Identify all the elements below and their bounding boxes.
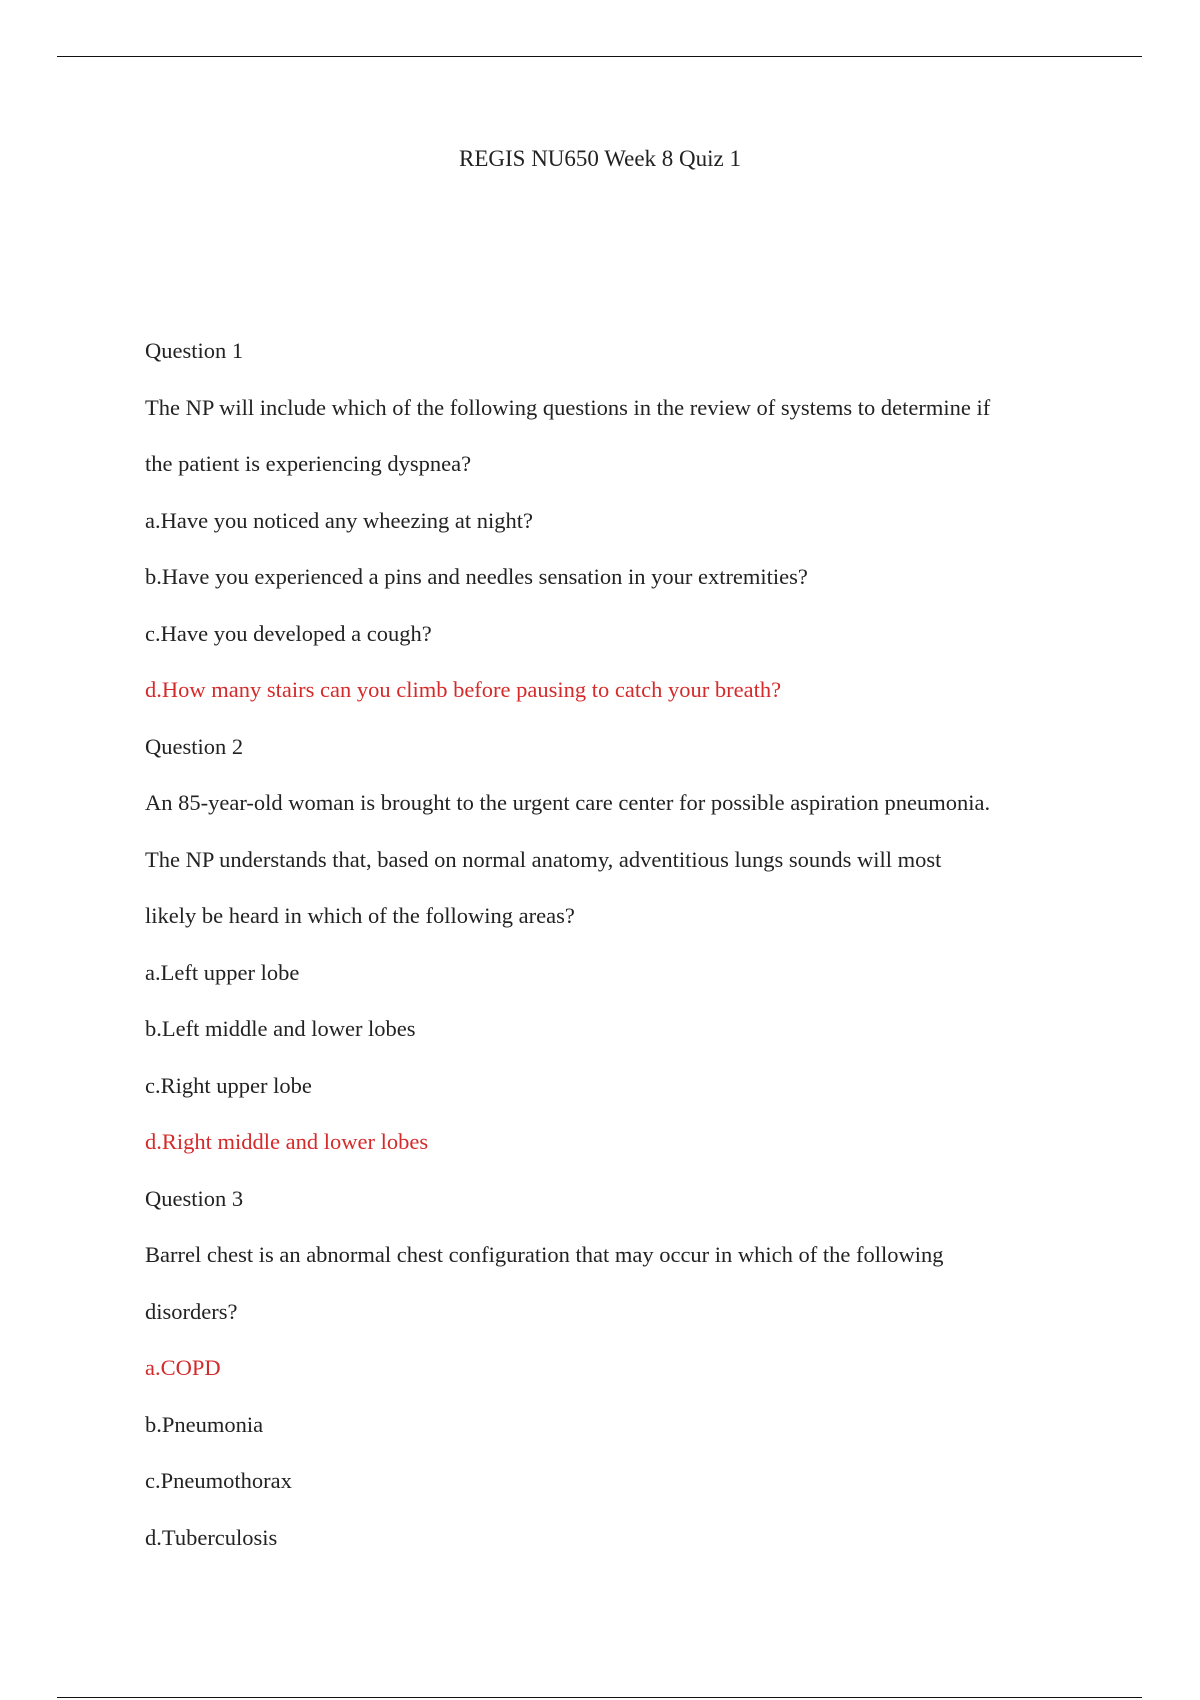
question-3-option-d: d.Tuberculosis: [145, 1524, 278, 1550]
question-2-heading: Question 2: [145, 733, 244, 759]
question-2-stem-line-3: likely be heard in which of the following areas?: [145, 903, 575, 928]
question-2-option-c: c.Right upper lobe: [145, 1072, 312, 1098]
top-rule: [57, 56, 1142, 57]
question-2-stem-line-2: The NP understands that, based on normal anatomy, adventitious lungs sounds will most: [145, 846, 942, 872]
question-1-stem-line-2: the patient is experiencing dyspnea?: [145, 451, 472, 476]
bottom-rule: [57, 1697, 1142, 1698]
question-2-stem-line-1: An 85-year-old woman is brought to the urgent care center for possible aspiration pneumonia.: [145, 790, 991, 815]
question-3-stem-line-2: disorders?: [145, 1298, 238, 1324]
question-1-option-c: c.Have you developed a cough?: [145, 620, 432, 646]
question-2-option-b: b.Left middle and lower lobes: [145, 1016, 416, 1041]
question-3-option-c: c.Pneumothorax: [145, 1468, 292, 1493]
question-1-heading: Question 1: [145, 338, 244, 363]
question-3-option-b: b.Pneumonia: [145, 1411, 264, 1437]
question-3-option-a-answer: a.COPD: [145, 1355, 221, 1380]
question-2-option-d-answer: d.Right middle and lower lobes: [145, 1129, 429, 1154]
question-2-option-a: a.Left upper lobe: [145, 959, 300, 985]
document-title: REGIS NU650 Week 8 Quiz 1: [459, 146, 741, 171]
question-1-option-b: b.Have you experienced a pins and needles sensation in your extremities?: [145, 564, 808, 589]
question-3-heading: Question 3: [145, 1185, 244, 1211]
question-1-stem-line-1: The NP will include which of the following questions in the review of systems to determine if: [145, 394, 991, 420]
question-1-option-d-answer: d.How many stairs can you climb before pausing to catch your breath?: [145, 677, 782, 702]
quiz-body: [145, 337, 1095, 1580]
question-3-stem-line-1: Barrel chest is an abnormal chest configuration that may occur in which of the following: [145, 1242, 944, 1267]
question-1-option-a: a.Have you noticed any wheezing at night?: [145, 507, 533, 533]
